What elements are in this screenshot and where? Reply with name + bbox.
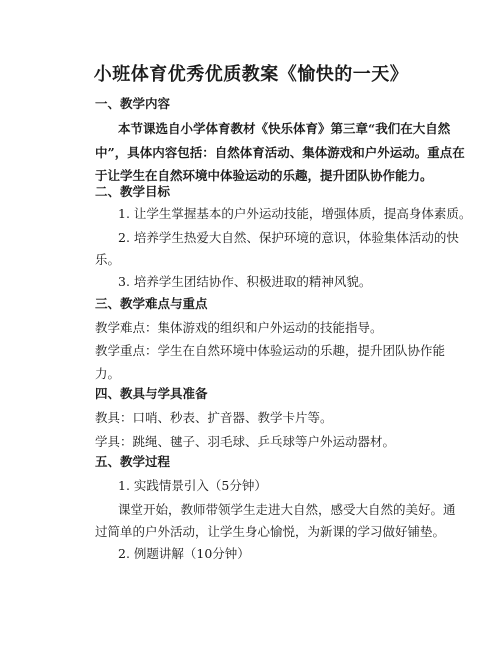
- content-paragraph-line: 本节课选自小学体育教材《快乐体育》第三章“我们在大自然: [118, 121, 451, 136]
- objective-item: 2. 培养学生热爱大自然、保护环境的意识，体验集体活动的快: [118, 230, 459, 245]
- content-paragraph-line: 中”，具体内容包括：自然体育活动、集体游戏和户外运动。重点在: [95, 145, 465, 160]
- section-heading-tools: 四、教具与学具准备: [95, 386, 208, 401]
- objective-item: 3. 培养学生团结协作、积极进取的精神风貌。: [118, 274, 372, 289]
- key-point-line: 教学重点：学生在自然环境中体验运动的乐趣，提升团队协作能: [95, 343, 446, 358]
- teaching-tools-text: 教具：口哨、秒表、扩音器、教学卡片等。: [95, 410, 333, 425]
- difficulty-text: 教学难点：集体游戏的组织和户外运动的技能指导。: [95, 320, 383, 335]
- learning-tools-text: 学具：跳绳、毽子、羽毛球、乒乓球等户外运动器材。: [95, 434, 396, 449]
- page-title: 小班体育优秀优质教案《愉快的一天》: [93, 64, 409, 85]
- content-paragraph-line: 于让学生在自然环境中体验运动的乐趣，提升团队协作能力。: [95, 168, 433, 183]
- process-step: 2. 例题讲解（10分钟）: [118, 546, 250, 561]
- section-heading-difficulty: 三、教学难点与重点: [95, 296, 208, 311]
- process-step: 1. 实践情景引入（5分钟）: [118, 478, 267, 493]
- section-heading-content: 一、教学内容: [95, 96, 171, 111]
- section-heading-process: 五、教学过程: [95, 454, 171, 469]
- process-step-text-line: 过简单的户外活动，让学生身心愉悦，为新课的学习做好铺垫。: [95, 524, 446, 539]
- objective-item-continuation: 乐。: [95, 252, 121, 267]
- process-step-text-line: 课堂开始，教师带领学生走进大自然，感受大自然的美好。通: [118, 502, 456, 517]
- key-point-continuation: 力。: [95, 366, 121, 381]
- objective-item: 1. 让学生掌握基本的户外运动技能，增强体质，提高身体素质。: [118, 206, 472, 221]
- section-heading-objectives: 二、教学目标: [95, 184, 171, 199]
